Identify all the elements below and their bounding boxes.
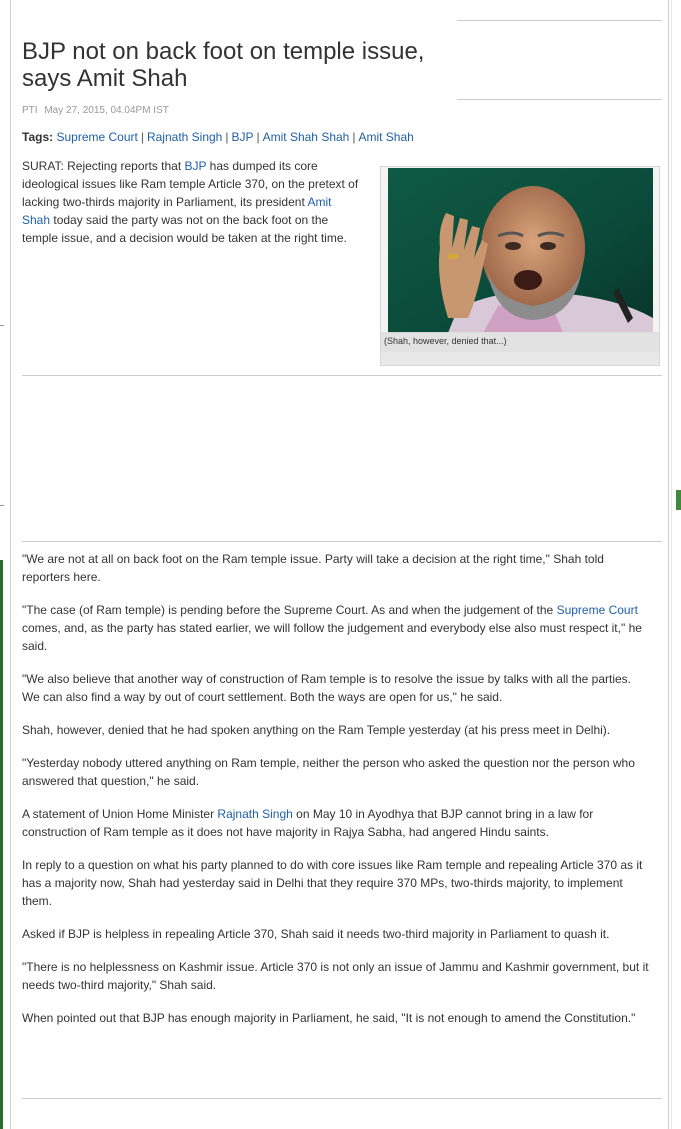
inline-link-bjp[interactable]: BJP — [184, 159, 207, 173]
tag-link-supreme-court[interactable]: Supreme Court — [56, 130, 138, 144]
body-paragraph: "Yesterday nobody uttered anything on Ram temple, neither the person who asked the question nor the person who answered that question," he said. — [22, 756, 635, 788]
left-edge-accent — [0, 560, 3, 1129]
ad-placeholder — [22, 376, 662, 540]
body-paragraph: "There is no helplessness on Kashmir issue. Article 370 is not only an issue of Jammu and Kashmir government, but it needs two-third majority," Shah said. — [22, 960, 649, 992]
body-paragraph: "We are not at all on back foot on the Ram temple issue. Party will take a decision at the right time," Shah told reporters here. — [22, 552, 604, 584]
right-edge-accent — [676, 490, 681, 510]
byline — [22, 105, 169, 116]
article-body — [22, 550, 652, 1042]
photo-caption: (Shah, however, denied that...) — [381, 332, 659, 352]
article-photo-box[interactable] — [380, 166, 660, 366]
article-source: PTI — [22, 105, 38, 116]
body-paragraph: In reply to a question on what his party planned to do with core issues like Ram temple and repealing Article 370 as it has a majority now, Shah had yesterday said in Delhi that they require 370 MPs, two-thirds majority, to implement them. — [22, 858, 643, 908]
tag-link-amit-shah[interactable]: Amit Shah — [358, 130, 414, 144]
right-frame-border — [668, 0, 669, 1129]
body-paragraph: Shah, however, denied that he had spoken anything on the Ram Temple yesterday (at his press meet in Delhi). — [22, 723, 611, 737]
tags-label: Tags: — [22, 130, 54, 144]
footer-rule — [22, 1098, 662, 1099]
inline-link-supreme-court[interactable]: Supreme Court — [556, 603, 638, 617]
body-paragraph: Asked if BJP is helpless in repealing Article 370, Shah said it needs two-third majority in Parliament to quash it. — [22, 927, 610, 941]
inline-link-amit-shah[interactable]: Amit Shah — [22, 195, 332, 227]
section-rule — [22, 541, 662, 542]
tag-link-amit-shah-shah[interactable]: Amit Shah Shah — [262, 130, 350, 144]
body-paragraph: A statement of Union Home Minister Rajnath Singh on May 10 in Ayodhya that BJP cannot bring in a law for construction of Ram temple as it does not have majority in Rajya Sabha, had angered Hindu saints. — [22, 807, 594, 839]
body-paragraph: When pointed out that BJP has enough majority in Parliament, he said, "It is not enough to amend the Constitution." — [22, 1011, 636, 1025]
left-edge-tick — [0, 505, 4, 506]
lead-paragraph: SURAT: Rejecting reports that BJP has dumped its core ideological issues like Ram temple Article 370, on the pretext of lacking two-thirds majority in Parliament, its president Amit Shah today said the party was not on the back foot on the temple issue, and a decision would be taken at the right time. — [22, 159, 359, 245]
inline-link-rajnath-singh[interactable]: Rajnath Singh — [217, 807, 293, 821]
tag-link-rajnath-singh[interactable]: Rajnath Singh — [146, 130, 223, 144]
article-dateline: May 27, 2015, 04.04PM IST — [44, 105, 169, 116]
article-headline: BJP not on back foot on temple issue, says Amit Shah — [22, 38, 425, 92]
left-edge-tick — [0, 325, 4, 326]
tags-row: Tags: Supreme Court | Rajnath Singh | BJP | Amit Shah Shah | Amit Shah — [22, 130, 414, 144]
body-paragraph: "The case (of Ram temple) is pending before the Supreme Court. As and when the judgement of the Supreme Court comes, and, as the party has stated earlier, we will follow the judgement and everybody else also must respect it," he said. — [22, 603, 642, 653]
top-rule — [457, 20, 662, 21]
left-frame-border — [10, 0, 11, 1129]
article-photo — [388, 168, 653, 333]
body-paragraph: "We also believe that another way of construction of Ram temple is to resolve the issue by talks with all the parties. We can also find a way by out of court settlement. Both the ways are open for us," he said. — [22, 672, 631, 704]
tag-link-bjp[interactable]: BJP — [231, 130, 254, 144]
right-frame-border-outer — [671, 0, 672, 1129]
headline-rule — [457, 99, 662, 100]
caption-strip — [381, 352, 659, 365]
